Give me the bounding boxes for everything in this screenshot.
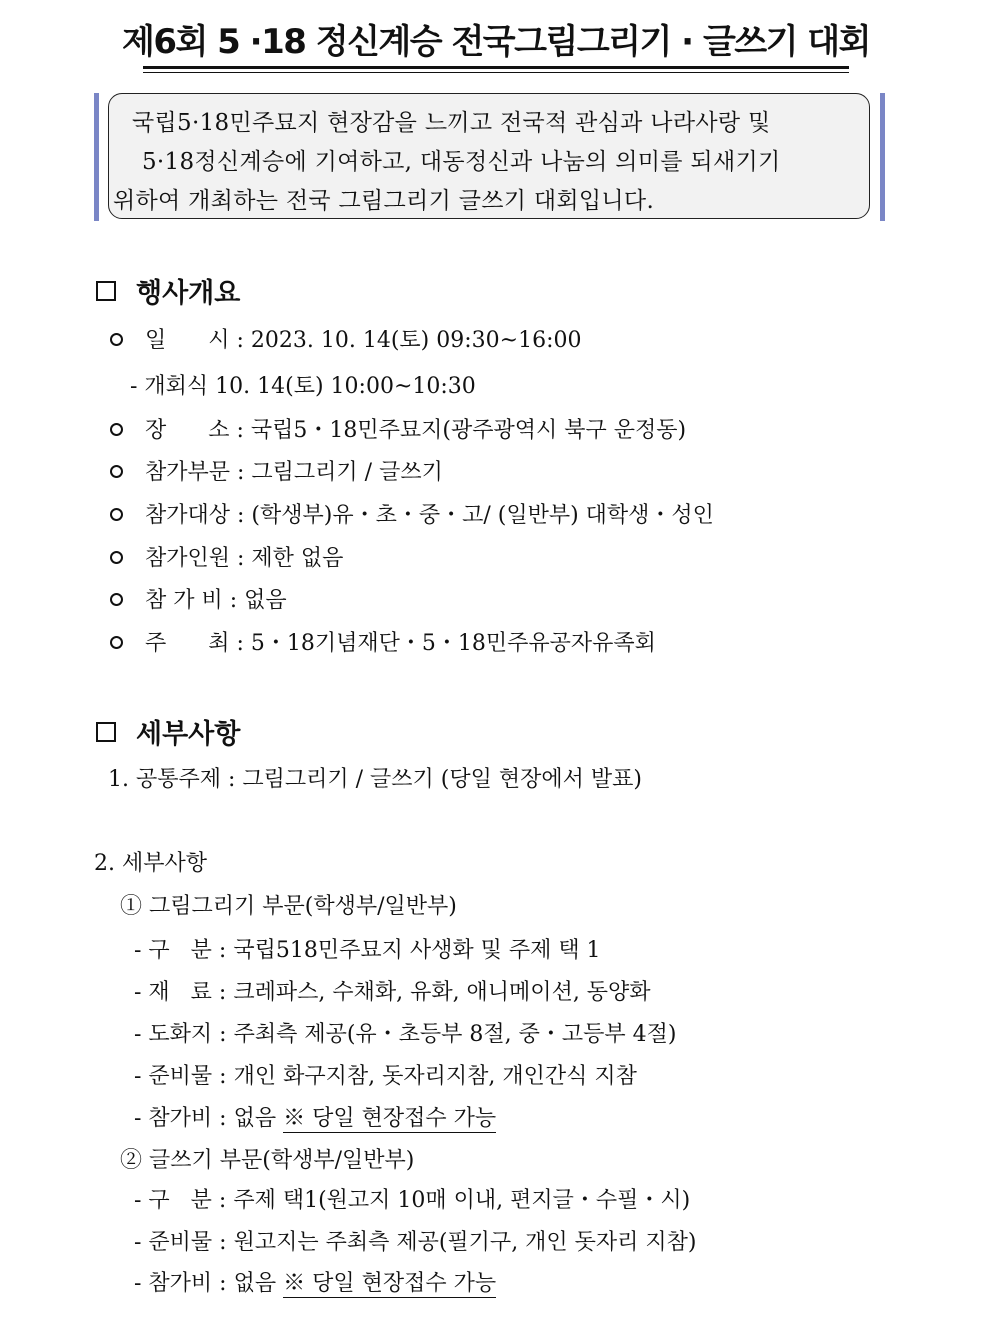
details-item-common-theme: 1. 공통주제 : 그림그리기 / 글쓰기 (당일 현장에서 발표) [108,767,642,792]
overview-item-host: 주 최 : 5・18기념재단・5・18민주유공자유족회 [110,626,656,657]
item-value: 5・18기념재단・5・18민주유공자유족회 [250,631,656,656]
intro-line-3: 위하여 개최하는 전국 그림그리기 글쓰기 대회입니다. [113,188,655,214]
row-label: - 구 분 : [134,1188,227,1213]
row-label: - 재 료 : [134,980,227,1005]
row-value: 크레파스, 수채화, 유화, 애니메이션, 동양화 [233,980,651,1005]
row-label: - 도화지 : [134,1022,227,1047]
page-title: 제6회 5 ·18 정신계승 전국그림그리기 · 글쓰기 대회 [121,22,870,62]
overview-item-capacity: 참가인원 : 제한 없음 [110,541,343,572]
title-underline-thin [143,72,849,73]
item-label: 참가인원 [145,546,231,571]
overview-item-fee: 참 가 비 : 없음 [110,583,287,614]
row-value: 국립518민주묘지 사생화 및 주제 택 1 [233,938,601,963]
row-value: 주제 택1(원고지 10매 이내, 편지글・수필・시) [233,1188,691,1213]
intro-accent-bar-left [94,93,99,221]
circle-bullet-icon [110,636,123,649]
writing-row-fee [134,1266,496,1297]
intro-line-2: 5·18정신계승에 기여하고, 대동정신과 나눔의 의미를 되새기기 [142,149,781,175]
overview-item-category: 참가부문 : 그림그리기 / 글쓰기 [110,455,443,486]
row-value: 없음 [233,1106,277,1131]
row-value: 개인 화구지참, 돗자리지참, 개인간식 지참 [233,1064,637,1089]
circle-bullet-icon [110,465,123,478]
writing-section-title: ② 글쓰기 부문(학생부/일반부) [120,1148,415,1173]
onsite-registration-note: ※ 당일 현장접수 가능 [283,1106,497,1131]
square-bullet-icon [96,281,116,301]
item-label: 일 시 [145,328,230,353]
drawing-row-paper [134,1017,677,1048]
drawing-row-materials [134,975,651,1006]
row-label: - 구 분 : [134,938,227,963]
row-value: 원고지는 주최측 제공(필기구, 개인 돗자리 지참) [233,1230,697,1255]
section-heading-overview [96,271,240,310]
overview-item-target: 참가대상 : (학생부)유・초・중・고/ (일반부) 대학생・성인 [110,498,714,529]
item-label: 주 최 [145,631,230,656]
item-label: 참가부문 [145,460,231,485]
circle-bullet-icon [110,593,123,606]
drawing-row-supplies [134,1059,637,1090]
item-value: 없음 [244,588,287,613]
drawing-row-fee [134,1101,496,1132]
item-value: (학생부)유・초・중・고/ (일반부) 대학생・성인 [251,503,714,528]
row-label: - 준비물 : [134,1230,227,1255]
drawing-section-title: ① 그림그리기 부문(학생부/일반부) [120,894,457,919]
writing-row-category [134,1183,690,1214]
row-label: - 참가비 : [134,1106,227,1131]
overview-subitem-opening: - 개회식 10. 14(토) 10:00~10:30 [130,374,476,399]
details-item-subsections: 2. 세부사항 [94,851,207,876]
overview-item-venue: 장 소 : 국립5・18민주묘지(광주광역시 북구 운정동) [110,413,686,444]
row-value: 주최측 제공(유・초등부 8절, 중・고등부 4절) [233,1022,677,1047]
intro-line-1: 국립5·18민주묘지 현장감을 느끼고 전국적 관심과 나라사랑 및 [132,110,771,136]
circle-bullet-icon [110,508,123,521]
item-value: 2023. 10. 14(토) 09:30~16:00 [250,328,582,353]
circle-bullet-icon [110,423,123,436]
title-underline [143,66,849,69]
item-label: 참 가 비 [145,588,223,613]
square-bullet-icon [96,722,116,742]
onsite-registration-note: ※ 당일 현장접수 가능 [283,1271,497,1296]
item-label: 참가대상 [145,503,231,528]
row-label: - 참가비 : [134,1271,227,1296]
row-label: - 준비물 : [134,1064,227,1089]
intro-accent-bar-right [880,93,885,221]
overview-item-date: 일 시 : 2023. 10. 14(토) 09:30~16:00 [110,323,581,354]
item-value: 그림그리기 / 글쓰기 [251,460,443,485]
row-value: 없음 [233,1271,277,1296]
circle-bullet-icon [110,333,123,346]
circle-bullet-icon [110,551,123,564]
section-heading-details [96,712,240,751]
writing-row-supplies [134,1225,697,1256]
drawing-row-category [134,933,601,964]
section-heading-label: 세부사항 [136,719,241,750]
section-heading-label: 행사개요 [136,278,241,309]
item-value: 국립5・18민주묘지(광주광역시 북구 운정동) [250,418,687,443]
item-value: 제한 없음 [251,546,344,571]
item-label: 장 소 [145,418,230,443]
